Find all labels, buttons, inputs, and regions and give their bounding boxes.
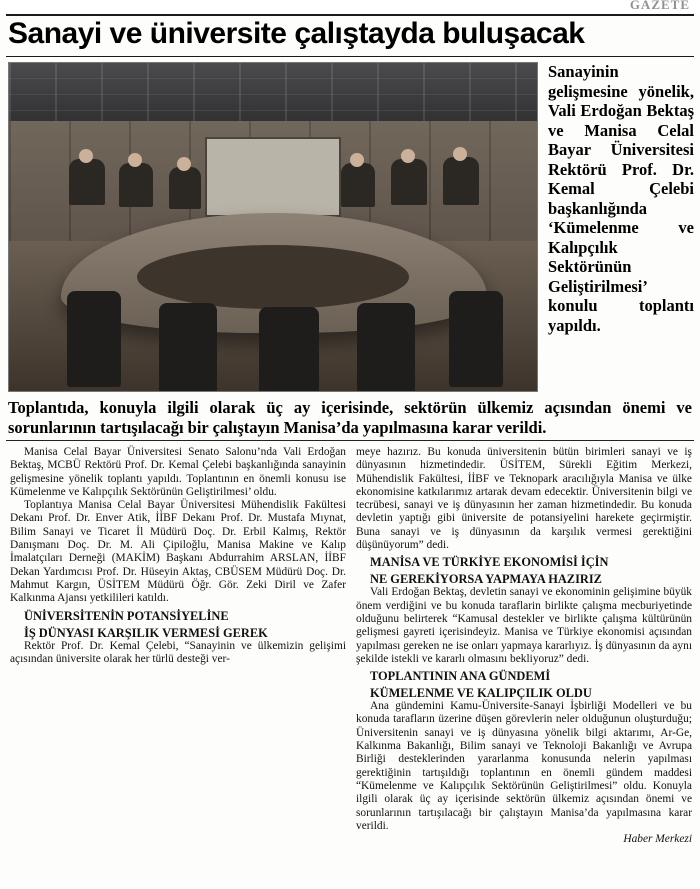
- photo-chair: [259, 307, 319, 392]
- photo-ceiling-grid: [9, 63, 537, 127]
- body-paragraph: meye hazırız. Bu konuda üniversitenin bütün birimleri sanayi ve iş dünyasının hizmetindedir. ÜSİTEM, Sürekli Eğitim Merkezi, Mühendislik Fakültesi, İİBF ve Teknopark aracılığıyla Manisa ve ülke ekonomisine katkılarımız artarak devam edecektir. Üniversitenin bilgi ve tecrübesi, sanayi ve iş dünyasının her zaman hizmetindedir. Bu konuda devletin yaptığı gibi üniversite de potansiyelini harekete geçirmiştir. Buna sanayi ve iş dünyasının da karşılık vermesi gerektiğini düşünüyorum” dedi.: [356, 446, 692, 552]
- photo-chair: [159, 303, 217, 392]
- photo-attendee: [119, 163, 153, 207]
- body-subhead: ÜNİVERSİTENİN POTANSİYELİNE: [24, 608, 229, 623]
- byline: Haber Merkezi: [623, 833, 692, 846]
- masthead-text: GAZETE: [629, 0, 690, 12]
- body-paragraph: Manisa Celal Bayar Üniversitesi Senato Salonu’nda Vali Erdoğan Bektaş, MCBÜ Rektörü Prof. Dr. Kemal Çelebi başkanlığında sanayinin gelişmesine yönelik toplantı yapıldı. Toplantının en önemli konusu ise Kümelenme ve Kalıpçılık Sektörünün Geliştirilmesi’ oldu.: [10, 446, 346, 498]
- photo-chair: [449, 291, 503, 387]
- photo-attendee: [169, 167, 201, 209]
- headline-rule: [6, 56, 694, 57]
- photo-table-center: [137, 245, 409, 309]
- photo-attendee: [443, 157, 479, 205]
- article-deck: Sanayinin gelişmesine yönelik, Vali Erdoğan Bektaş ve Manisa Celal Bayar Üniversitesi Rektörü Prof. Dr. Kemal Çelebi başkanlığında ‘Kümelenme ve Kalıpçılık Sektörünün Geliştirilmesi’ konulu toplantı yapıldı.: [548, 62, 694, 335]
- masthead-strip: [0, 0, 700, 14]
- body-paragraph: Toplantıya Manisa Celal Bayar Üniversitesi Mühendislik Fakültesi Dekanı Prof. Dr. Enver Atik, İİBF Dekanı Prof. Dr. Mustafa Mıynat, Bilim Sanayi ve Ticaret İl Müdürü Doç. Dr. Erbil Kalmış, Rektör Danışmanı Doç. Dr. M. Ali Çipiloğlu, Manisa Makine ve Kalıp İmalatçıları Derneği (MAKİM) Başkanı Abdurrahim ARSLAN, İİBF Dekan Yardımcısı Prof. Dr. Hüseyin Aktaş, CBÜSEM Müdürü Doç. Dr. Mahmut Kargın, ÜSİTEM Müdürü Öğr. Gör. Zeki Diril ve Zafer Kalkınma Ajansı yetkilileri katıldı.: [10, 499, 346, 605]
- photo-projection-screen: [205, 137, 341, 217]
- meeting-room-photo: [8, 62, 538, 392]
- photo-attendee-head: [79, 149, 93, 163]
- body-column-left: [10, 446, 346, 666]
- photo-attendee: [69, 159, 105, 205]
- body-subhead: MANİSA VE TÜRKİYE EKONOMİSİ İÇİN: [370, 555, 609, 570]
- photo-chair: [357, 303, 415, 392]
- photo-attendee-head: [453, 147, 467, 161]
- body-subhead: NE GEREKİYORSA YAPMAYA HAZIRIZ: [370, 572, 602, 587]
- body-paragraph: Vali Erdoğan Bektaş, devletin sanayi ve ekonominin gelişimine büyük önem verdiğini ve bu konuda taraflarin birlikte çalışma mecburiyetinde olduğunu belirterek “Kamusal destekler ve birlikte çalışma kültürünün gelişmesi gayreti içerisindeyiz. Manisa ve Türkiye ekonomisi açısından yapılması gereken ne ise onları yapmaya kararlıyız. İş dünyasının da aynı şekilde istekli ve kararlı olmasını bekliyoruz” dedi.: [356, 586, 692, 665]
- body-subhead: TOPLANTININ ANA GÜNDEMİ: [370, 669, 551, 684]
- top-rule: [6, 14, 694, 16]
- photo-attendee-head: [350, 153, 364, 167]
- photo-attendee-head: [128, 153, 142, 167]
- body-column-right: [356, 446, 692, 846]
- photo-attendee: [341, 163, 375, 207]
- photo-chair: [67, 291, 121, 387]
- body-subhead: İŞ DÜNYASI KARŞILIK VERMESİ GEREK: [24, 625, 268, 640]
- body-paragraph: Ana gündemini Kamu-Üniversite-Sanayi İşbirliği Modelleri ve bu konuda tarafların üzerine düşen görevlerin neler olduğunun oluşturduğu; Üniversitenin sanayi ve iş dünyasına yönelik bilgi aktarımı, Ar-Ge, Kalkınma Bakanlığı, Bilim sanayi ve Teknoloji Bakanlığı ve Avrupa Birliği desteklerinden yararlanma konusunda nelerin yapılması gerektiğinin tartışıldığı toplantının en önemli gündem maddesi “Kümelenme ve Kalıpçılık Sektörünün Geliştirilmesi” oldu. Konuyla ilgili olarak üç ay içerisinde sektörün ülkemiz açısından önemi ve sorunlarının tartışılacağı bir çalıştayın Manisa’da yapılmasına karar verildi.: [356, 700, 692, 832]
- page-title: Sanayi ve üniversite çalıştayda buluşacak: [8, 17, 585, 50]
- body-paragraph: Rektör Prof. Dr. Kemal Çelebi, “Sanayinin ve ülkemizin gelişimi açısından üniversite olarak her türlü desteği ver-: [10, 639, 346, 665]
- summary-rule: [6, 440, 694, 441]
- photo-attendee: [391, 159, 427, 205]
- article-summary: Toplantıda, konuyla ilgili olarak üç ay içerisinde, sektörün ülkemiz açısından önemi ve sorunlarının tartışılacağı bir çalıştayın Manisa’da yapılmasına karar verildi.: [8, 398, 692, 437]
- photo-attendee-head: [401, 149, 415, 163]
- photo-attendee-head: [177, 157, 191, 171]
- body-subhead: KÜMELENME VE KALIPÇILIK OLDU: [370, 686, 592, 701]
